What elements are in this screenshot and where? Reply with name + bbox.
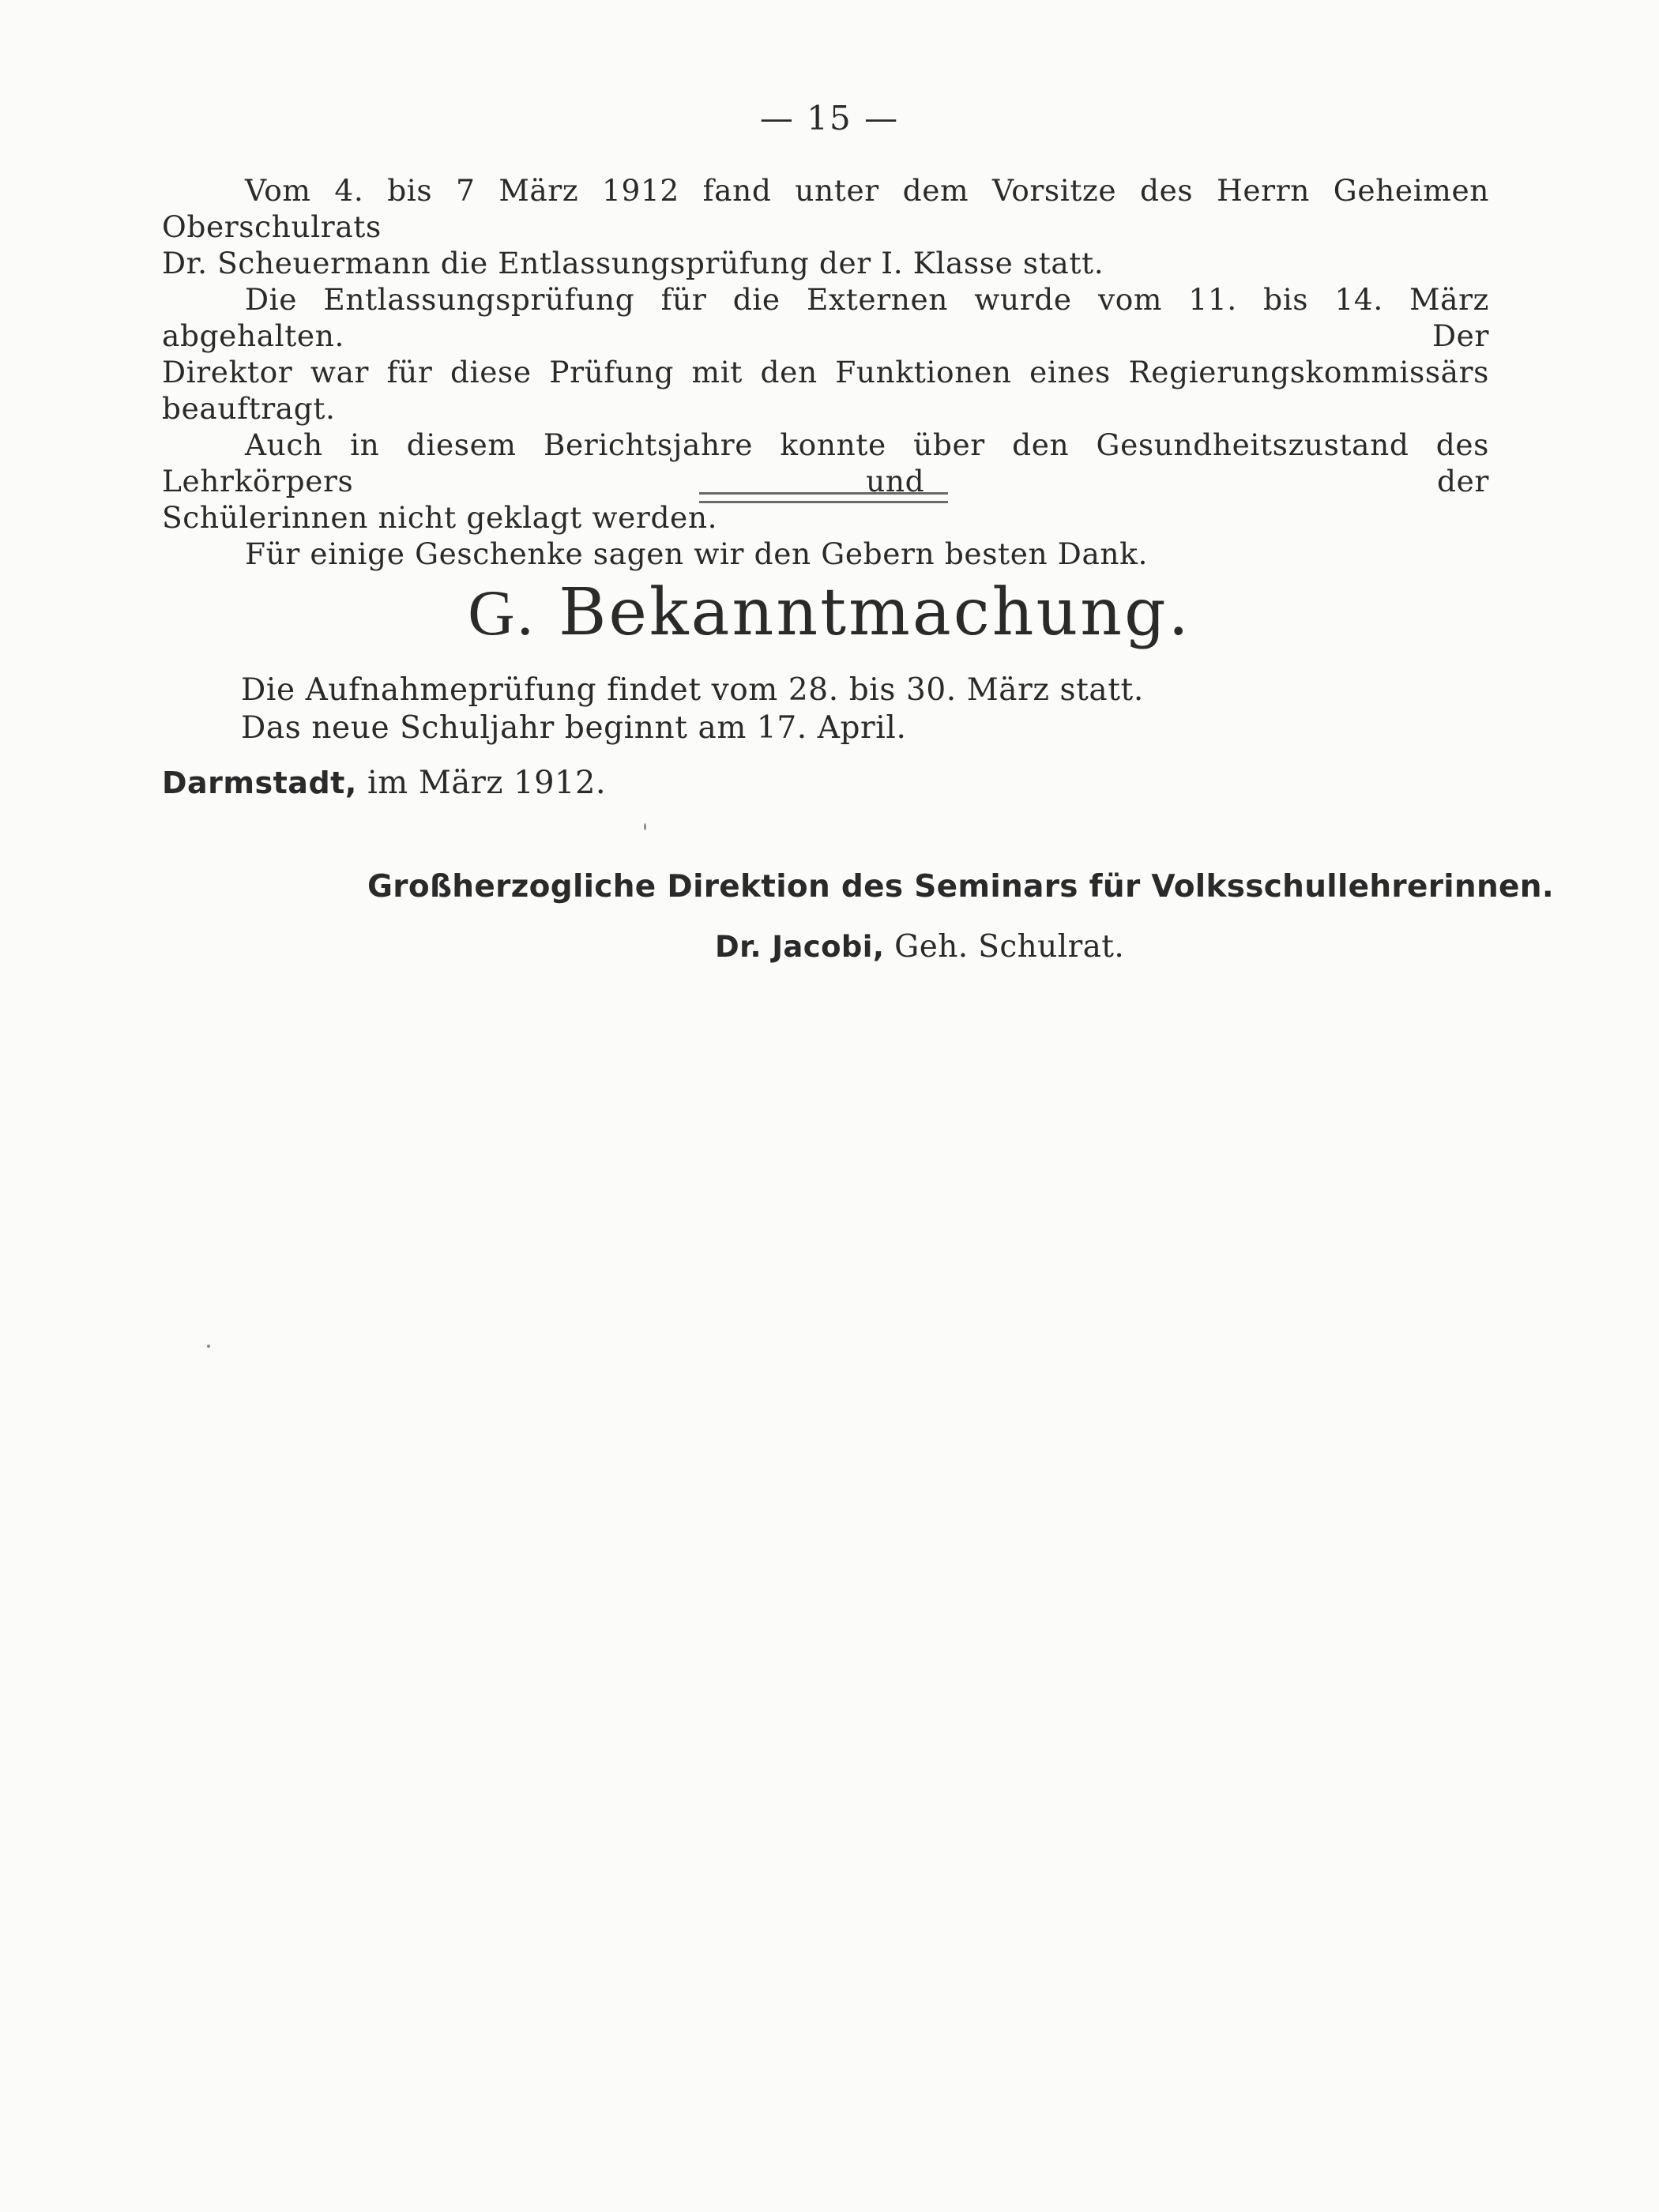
paper-speck (644, 823, 646, 830)
section-divider (699, 492, 948, 503)
text-line: Direktor war für diese Prüfung mit den Funktionen eines Regierungskommissärs beauftragt. (162, 355, 1489, 426)
announcement (241, 672, 1144, 747)
text-line: Die Entlassungsprüfung für die Externen wurde vom 11. bis 14. März abgehalten. Der (162, 282, 1489, 353)
signatory-name: Dr. Jacobi, (715, 930, 885, 964)
place-date (162, 765, 606, 801)
section-heading (0, 575, 1659, 650)
announcement-line: Das neue Schuljahr beginnt am 17. April. (241, 710, 907, 746)
signatory (715, 929, 1124, 965)
paragraph-thanks (162, 536, 1489, 572)
section-letter: G. (468, 577, 536, 649)
text-line: Vom 4. bis 7 März 1912 fand unter dem Vorsitze des Herrn Geheimen Oberschulrats (162, 173, 1489, 244)
text-line: Auch in diesem Berichtsjahre konnte über den Gesundheitszustand des Lehrkörpers und der (162, 427, 1489, 498)
signatory-title: Geh. Schulrat. (894, 929, 1125, 965)
date: im März 1912. (367, 765, 607, 801)
place: Darmstadt, (162, 766, 357, 800)
page-number: — 15 — (759, 99, 900, 137)
text-line: Für einige Geschenke sagen wir den Gebern besten Dank. (245, 536, 1149, 571)
text-line: Dr. Scheuermann die Entlassungsprüfung der I. Klasse statt. (162, 246, 1104, 280)
paragraph-health (162, 427, 1489, 536)
paragraph-external-exams (162, 281, 1489, 427)
report-body (162, 172, 1489, 572)
paper-speck (207, 1345, 210, 1348)
text-line: Schülerinnen nicht geklagt werden. (162, 500, 718, 535)
issuing-authority: Großherzogliche Direktion des Seminars für Volksschullehrerinnen. (367, 869, 1554, 905)
paragraph-exams (162, 172, 1489, 281)
announcement-line: Die Aufnahmeprüfung findet vom 28. bis 30. März statt. (241, 672, 1144, 708)
section-title: Bekanntmachung. (559, 575, 1191, 650)
